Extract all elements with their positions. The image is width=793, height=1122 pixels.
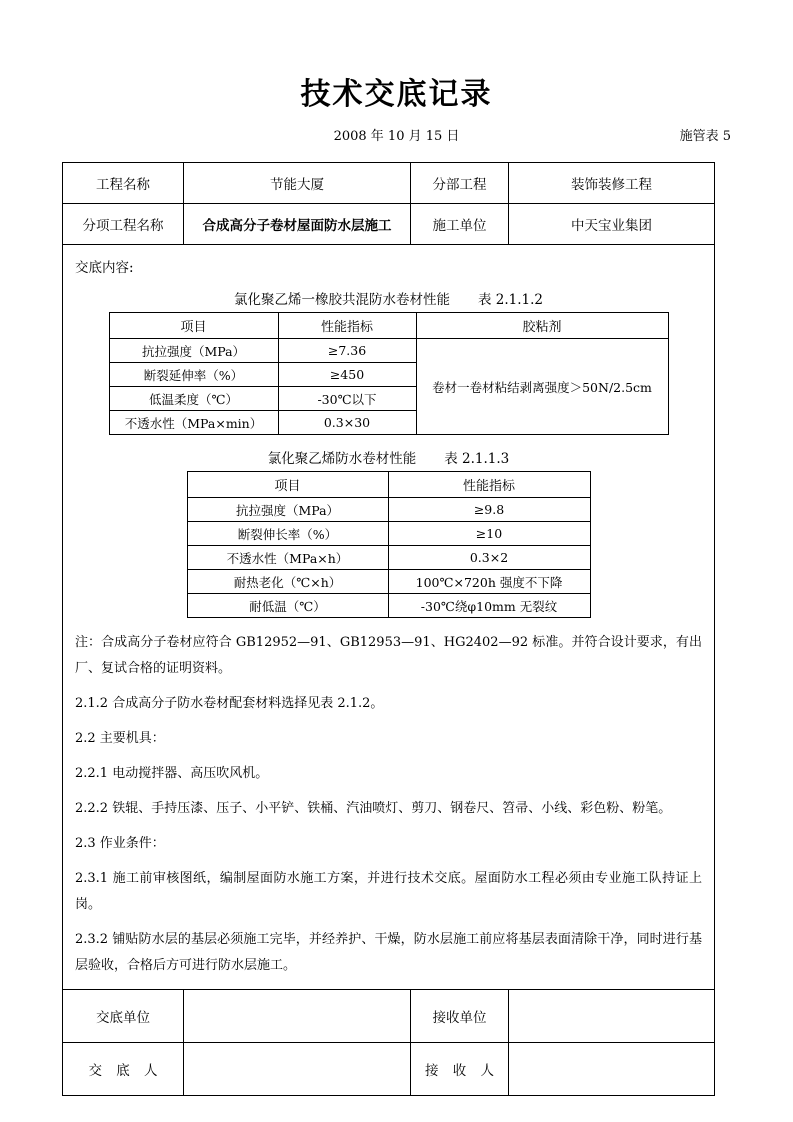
field-issuing-unit[interactable]: [184, 990, 411, 1043]
spec-table-2-caption: [75, 447, 702, 467]
spec-table-1-value-3: 0.3×30: [278, 411, 416, 435]
spec-table-1-header-item: 项目: [109, 313, 278, 339]
spec-table-1-value-0: ≥7.36: [278, 339, 416, 363]
content-lead-label: 交底内容:: [75, 260, 134, 276]
label-issuing-person: 交 底 人: [63, 1043, 184, 1096]
spec-table-1-item-0: 抗拉强度（MPa）: [109, 339, 278, 363]
form-number: 施管表 5: [679, 129, 731, 144]
spec-table-1-adhesive-value: 卷材一卷材粘结剥离强度＞50N/2.5cm: [416, 339, 668, 435]
label-project-name: 工程名称: [63, 163, 184, 204]
content-paragraph-2-2-1: 2.2.1 电动搅拌器、高压吹风机。: [75, 766, 269, 781]
value-construction-unit: 中天宝业集团: [509, 204, 715, 245]
content-cell: [63, 245, 715, 990]
content-paragraph-2-1-2: 2.1.2 合成高分子防水卷材配套材料选择见表 2.1.2。: [75, 696, 384, 711]
spec-table-1-caption-text: 氯化聚乙烯一橡胶共混防水卷材性能: [233, 292, 450, 308]
spec-table-2-item-1: 断裂伸长率（%）: [187, 522, 388, 546]
label-construction-unit: 施工单位: [411, 204, 509, 245]
spec-table-2-caption-number: 表 2.1.1.3: [444, 451, 510, 467]
table-row: [109, 339, 668, 363]
spec-table-2-value-4: -30℃绕φ10mm 无裂纹: [388, 594, 590, 618]
spec-table-1-value-1: ≥450: [278, 363, 416, 387]
content-paragraph-2-3-1: 2.3.1 施工前审核图纸，编制屋面防水施工方案，并进行技术交底。屋面防水工程必须由专业施工队持证上岗。: [75, 871, 702, 912]
value-subproject-name: 合成高分子卷材屋面防水层施工: [184, 204, 411, 245]
spec-table-2-item-4: 耐低温（℃）: [187, 594, 388, 618]
table-row: [187, 546, 590, 570]
spec-table-1-item-2: 低温柔度（℃）: [109, 387, 278, 411]
field-receiving-unit[interactable]: [509, 990, 715, 1043]
main-form-table: [62, 162, 715, 1096]
spec-table-1-caption-number: 表 2.1.1.2: [477, 292, 544, 308]
content-paragraph-2-3: 2.3 作业条件：: [75, 836, 165, 851]
field-receiving-person[interactable]: [509, 1043, 715, 1096]
value-project-name: 节能大厦: [184, 163, 411, 204]
label-issuing-unit: 交底单位: [63, 990, 184, 1043]
spec-table-2-value-1: ≥10: [388, 522, 590, 546]
spec-table-2-caption-text: 氯化聚乙烯防水卷材性能: [267, 451, 417, 467]
label-receiving-person: 接 收 人: [411, 1043, 509, 1096]
info-row-project: [63, 163, 715, 204]
spec-table-1-header-row: [109, 313, 668, 339]
table-row: [187, 522, 590, 546]
spec-table-2-header-item: 项目: [187, 472, 388, 498]
signoff-row-units: [63, 990, 715, 1043]
spec-table-1-header-value: 性能指标: [278, 313, 416, 339]
spec-table-2-item-2: 不透水性（MPa×h）: [187, 546, 388, 570]
spec-table-1-header-adhesive: 胶粘剂: [416, 313, 668, 339]
spec-table-cpe: [187, 471, 591, 618]
signoff-row-persons: [63, 1043, 715, 1096]
spec-table-2-value-2: 0.3×2: [388, 546, 590, 570]
spec-table-cpe-rubber: [109, 312, 669, 435]
table-row: [187, 570, 590, 594]
spec-table-1-caption: [75, 288, 702, 308]
document-date: 2008 年 10 月 15 日: [333, 129, 460, 144]
spec-table-2-item-3: 耐热老化（℃×h）: [187, 570, 388, 594]
label-division-work: 分部工程: [411, 163, 509, 204]
content-paragraph-2-3-2: 2.3.2 铺贴防水层的基层必须施工完毕，并经养护、干燥，防水层施工前应将基层表面清除干净，同时进行基层验收，合格后方可进行防水层施工。: [75, 932, 702, 973]
content-paragraph-2-2-2: 2.2.2 铁辊、手持压漆、压子、小平铲、铁桶、汽油喷灯、剪刀、钢卷尺、笤帚、小线、彩色粉、粉笔。: [75, 801, 672, 816]
value-division-work: 装饰装修工程: [509, 163, 715, 204]
info-row-subproject: [63, 204, 715, 245]
content-paragraph-2-2: 2.2 主要机具：: [75, 731, 165, 746]
content-row: [63, 245, 715, 990]
spec-table-2-header-value: 性能指标: [388, 472, 590, 498]
label-subproject-name: 分项工程名称: [63, 204, 184, 245]
page-title: 技术交底记录: [300, 77, 493, 112]
spec-table-1-item-1: 断裂延伸率（%）: [109, 363, 278, 387]
label-receiving-unit: 接收单位: [411, 990, 509, 1043]
spec-table-2-item-0: 抗拉强度（MPa）: [187, 498, 388, 522]
table-row: [187, 498, 590, 522]
title-subrow: [0, 125, 793, 155]
spec-table-1-item-3: 不透水性（MPa×min）: [109, 411, 278, 435]
spec-table-1-value-2: -30℃以下: [278, 387, 416, 411]
content-paragraph-note: 注：合成高分子卷材应符合 GB12952—91、GB12953—91、HG2402—92 标准。并符合设计要求，有出厂、复试合格的证明资料。: [75, 635, 702, 676]
spec-table-2-value-0: ≥9.8: [388, 498, 590, 522]
spec-table-2-header-row: [187, 472, 590, 498]
table-row: [187, 594, 590, 618]
spec-table-2-value-3: 100℃×720h 强度不下降: [388, 570, 590, 594]
field-issuing-person[interactable]: [184, 1043, 411, 1096]
